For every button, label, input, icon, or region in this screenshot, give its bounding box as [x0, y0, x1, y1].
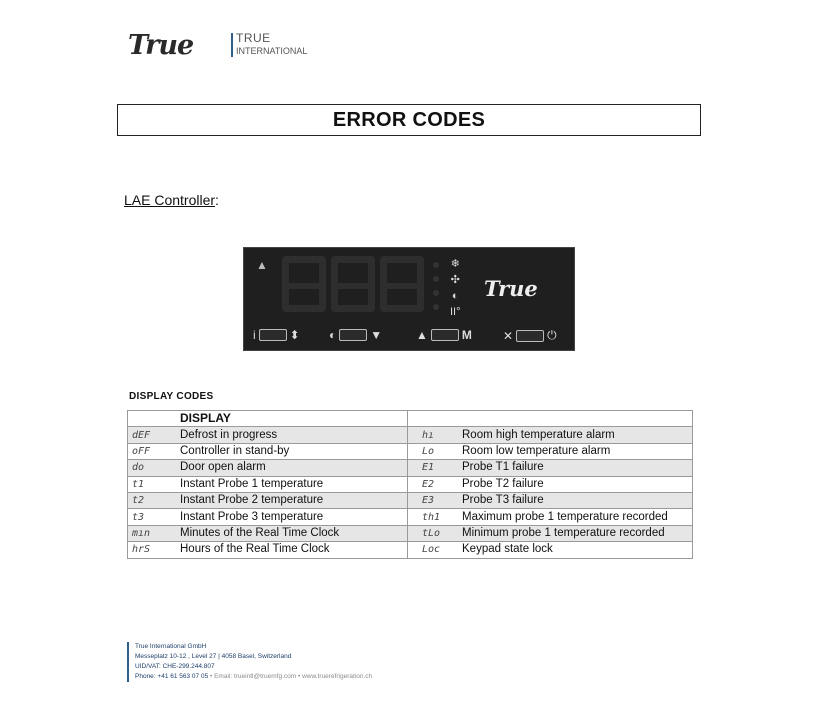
code-cell: oFF [128, 443, 177, 459]
description-cell: Keypad state lock [458, 542, 693, 558]
defrost-key [339, 329, 367, 341]
description-cell: Instant Probe 3 temperature [176, 509, 408, 525]
logo-line-2: INTERNATIONAL [236, 46, 308, 56]
logo-divider [231, 33, 233, 57]
power-key [516, 330, 544, 342]
close-icon: ✕ [503, 328, 514, 343]
button-group-power [503, 328, 557, 343]
description-cell: Minimum probe 1 temperature recorded [458, 525, 693, 541]
controller-button-row [244, 328, 574, 344]
code-cell: t3 [128, 509, 177, 525]
description-cell: Room low temperature alarm [458, 443, 693, 459]
code-cell: th1 [408, 509, 459, 525]
display-codes-table [127, 410, 693, 559]
footer-address: Messeplatz 10-12 , Level 27 | 4058 Basel, Switzerland [135, 653, 292, 660]
power-icon: ⏻ [547, 328, 557, 342]
description-cell: Probe T1 failure [458, 460, 693, 476]
header-cell [408, 411, 459, 427]
code-cell: hı [408, 427, 459, 443]
description-cell: Minutes of the Real Time Clock [176, 525, 408, 541]
table-header-row [128, 411, 693, 427]
fan-icon: ✣ [450, 274, 460, 286]
header-cell [128, 411, 177, 427]
page-title-box [117, 104, 701, 136]
info-key [259, 329, 287, 341]
info-icon: i [253, 328, 256, 342]
display-codes-title: DISPLAY CODES [129, 391, 214, 402]
footer-uid: UID/VAT: CHE-299.244.807 [135, 663, 215, 670]
code-cell: E2 [408, 476, 459, 492]
logo-script: True [128, 30, 194, 61]
footer-company: True International GmbH [135, 643, 207, 650]
page-title: ERROR CODES [332, 108, 486, 131]
footer-email-web: • Email: trueintl@truemfg.com • www.truerefrigeration.ch [208, 673, 373, 680]
m-label: M [461, 328, 472, 342]
snowflake-icon: ❄ [450, 258, 460, 270]
indicator-dots [433, 262, 439, 318]
description-cell: Maximum probe 1 temperature recorded [458, 509, 693, 525]
table-row [128, 460, 693, 476]
up-arrow-icon: ▲ [416, 328, 428, 342]
seven-segment-display [282, 256, 424, 312]
description-cell: Controller in stand-by [176, 443, 408, 459]
table-row [128, 427, 693, 443]
footer-divider [127, 642, 129, 682]
code-cell: E3 [408, 492, 459, 508]
description-cell: Instant Probe 2 temperature [176, 492, 408, 508]
footer-phone: Phone: +41 61 563 07 05 [135, 673, 209, 680]
table-row [128, 476, 693, 492]
code-cell: hrS [128, 542, 177, 558]
header-cell [458, 411, 693, 427]
logo-line-1: TRUE [236, 31, 271, 45]
down-arrow-icon: ▼ [370, 328, 383, 342]
table-row [128, 443, 693, 459]
section-label [124, 192, 219, 208]
button-group-info [253, 328, 300, 342]
table-row [128, 509, 693, 525]
status-icon-column [450, 256, 461, 320]
table-row [128, 492, 693, 508]
bell-icon: ▲ [256, 258, 268, 272]
button-group-menu [416, 328, 472, 342]
controller-panel-image [243, 247, 575, 351]
digit [331, 256, 375, 312]
code-cell: mın [128, 525, 177, 541]
description-cell: Door open alarm [176, 460, 408, 476]
code-cell: t2 [128, 492, 177, 508]
table-row [128, 525, 693, 541]
defrost-key-icon: ◐ [329, 328, 337, 342]
ii-degree-icon: II° [450, 306, 461, 318]
description-cell: Probe T3 failure [458, 492, 693, 508]
section-label-text: LAE Controller [124, 192, 216, 208]
defrost-icon: ◐ [451, 290, 459, 302]
code-cell: do [128, 460, 177, 476]
description-cell: Instant Probe 1 temperature [176, 476, 408, 492]
table-row [128, 542, 693, 558]
code-cell: E1 [408, 460, 459, 476]
menu-key [431, 329, 459, 341]
description-cell: Defrost in progress [176, 427, 408, 443]
footer-contact-line [135, 673, 372, 680]
description-cell: Room high temperature alarm [458, 427, 693, 443]
description-cell: Probe T2 failure [458, 476, 693, 492]
header-cell: DISPLAY [176, 411, 408, 427]
up-down-icon: ⬍ [289, 328, 300, 342]
code-cell: Loc [408, 542, 459, 558]
code-cell: tLo [408, 525, 459, 541]
code-cell: t1 [128, 476, 177, 492]
code-cell: Lo [408, 443, 459, 459]
description-cell: Hours of the Real Time Clock [176, 542, 408, 558]
digit [380, 256, 424, 312]
section-label-suffix: : [215, 192, 219, 208]
button-group-defrost [329, 328, 382, 342]
code-cell: dEF [128, 427, 177, 443]
controller-logo: True [484, 276, 538, 301]
digit [282, 256, 326, 312]
